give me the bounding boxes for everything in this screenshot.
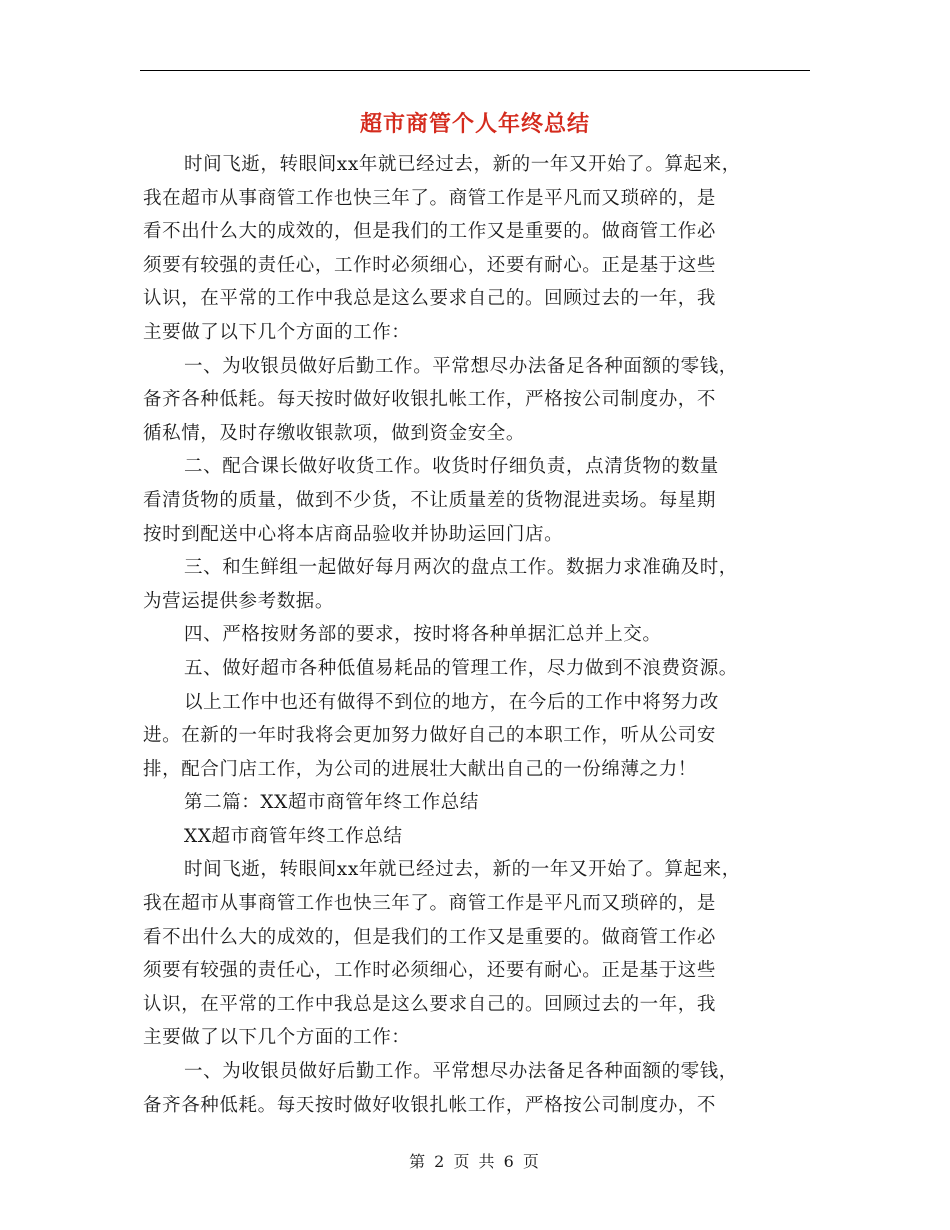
text-line: XX超市商管年终工作总结 (184, 825, 403, 847)
text-line: 按时到配送中心将本店商品验收并协助运回门店。 (143, 523, 564, 545)
text-line: 时间飞逝，转眼间xx年就已经过去，新的一年又开始了。算起来， (184, 859, 741, 881)
text-line: 须要有较强的责任心，工作时必须细心，还要有耐心。正是基于这些 (143, 254, 717, 276)
text-line: 备齐各种低耗。每天按时做好收银扎帐工作，严格按公司制度办，不 (143, 1094, 717, 1116)
text-line: 四、严格按财务部的要求，按时将各种单据汇总并上交。 (184, 624, 662, 646)
text-line: 我在超市从事商管工作也快三年了。商管工作是平凡而又琐碎的，是 (143, 893, 717, 915)
text-line: 第二篇：XX超市商管年终工作总结 (184, 792, 479, 814)
text-line: 须要有较强的责任心，工作时必须细心，还要有耐心。正是基于这些 (143, 960, 717, 982)
text-line: 时间飞逝，转眼间xx年就已经过去，新的一年又开始了。算起来， (184, 154, 741, 175)
text-line: 以上工作中也还有做得不到位的地方，在今后的工作中将努力改 (184, 691, 719, 713)
text-line: 三、和生鲜组一起做好每月两次的盘点工作。数据力求准确及时， (184, 557, 738, 579)
document-title: 超市商管个人年终总结 (359, 111, 590, 137)
text-line: 看清货物的质量，做到不少货，不让质量差的货物混进卖场。每星期 (143, 489, 717, 511)
text-line: 认识，在平常的工作中我总是这么要求自己的。回顾过去的一年，我 (143, 288, 717, 310)
text-line: 一、为收银员做好后勤工作。平常想尽办法备足各种面额的零钱， (184, 355, 738, 377)
text-line: 进。在新的一年时我将会更加努力做好自己的本职工作，听从公司安 (143, 725, 717, 747)
text-line: 备齐各种低耗。每天按时做好收银扎帐工作，严格按公司制度办，不 (143, 389, 717, 411)
text-line: 二、配合课长做好收货工作。收货时仔细负责，点清货物的数量 (184, 456, 719, 478)
text-line: 主要做了以下几个方面的工作： (143, 321, 411, 343)
text-line: 认识，在平常的工作中我总是这么要求自己的。回顾过去的一年，我 (143, 993, 717, 1015)
text-line: 看不出什么大的成效的，但是我们的工作又是重要的。做商管工作必 (143, 926, 717, 948)
text-line: 五、做好超市各种低值易耗品的管理工作，尽力做到不浪费资源。 (184, 657, 738, 679)
text-line: 排，配合门店工作，为公司的进展壮大献出自己的一份绵薄之力！ (143, 758, 697, 780)
header-rule (140, 70, 810, 71)
text-line: 为营运提供参考数据。 (143, 590, 335, 612)
text-line: 看不出什么大的成效的，但是我们的工作又是重要的。做商管工作必 (143, 221, 717, 243)
text-line: 主要做了以下几个方面的工作： (143, 1027, 411, 1049)
page-footer: 第 2 页 共 6 页 (409, 1152, 541, 1171)
text-line: 一、为收银员做好后勤工作。平常想尽办法备足各种面额的零钱， (184, 1061, 738, 1083)
text-line: 循私情，及时存缴收银款项，做到资金安全。 (143, 422, 526, 444)
text-line: 我在超市从事商管工作也快三年了。商管工作是平凡而又琐碎的，是 (143, 187, 717, 209)
document-body (143, 148, 818, 1122)
